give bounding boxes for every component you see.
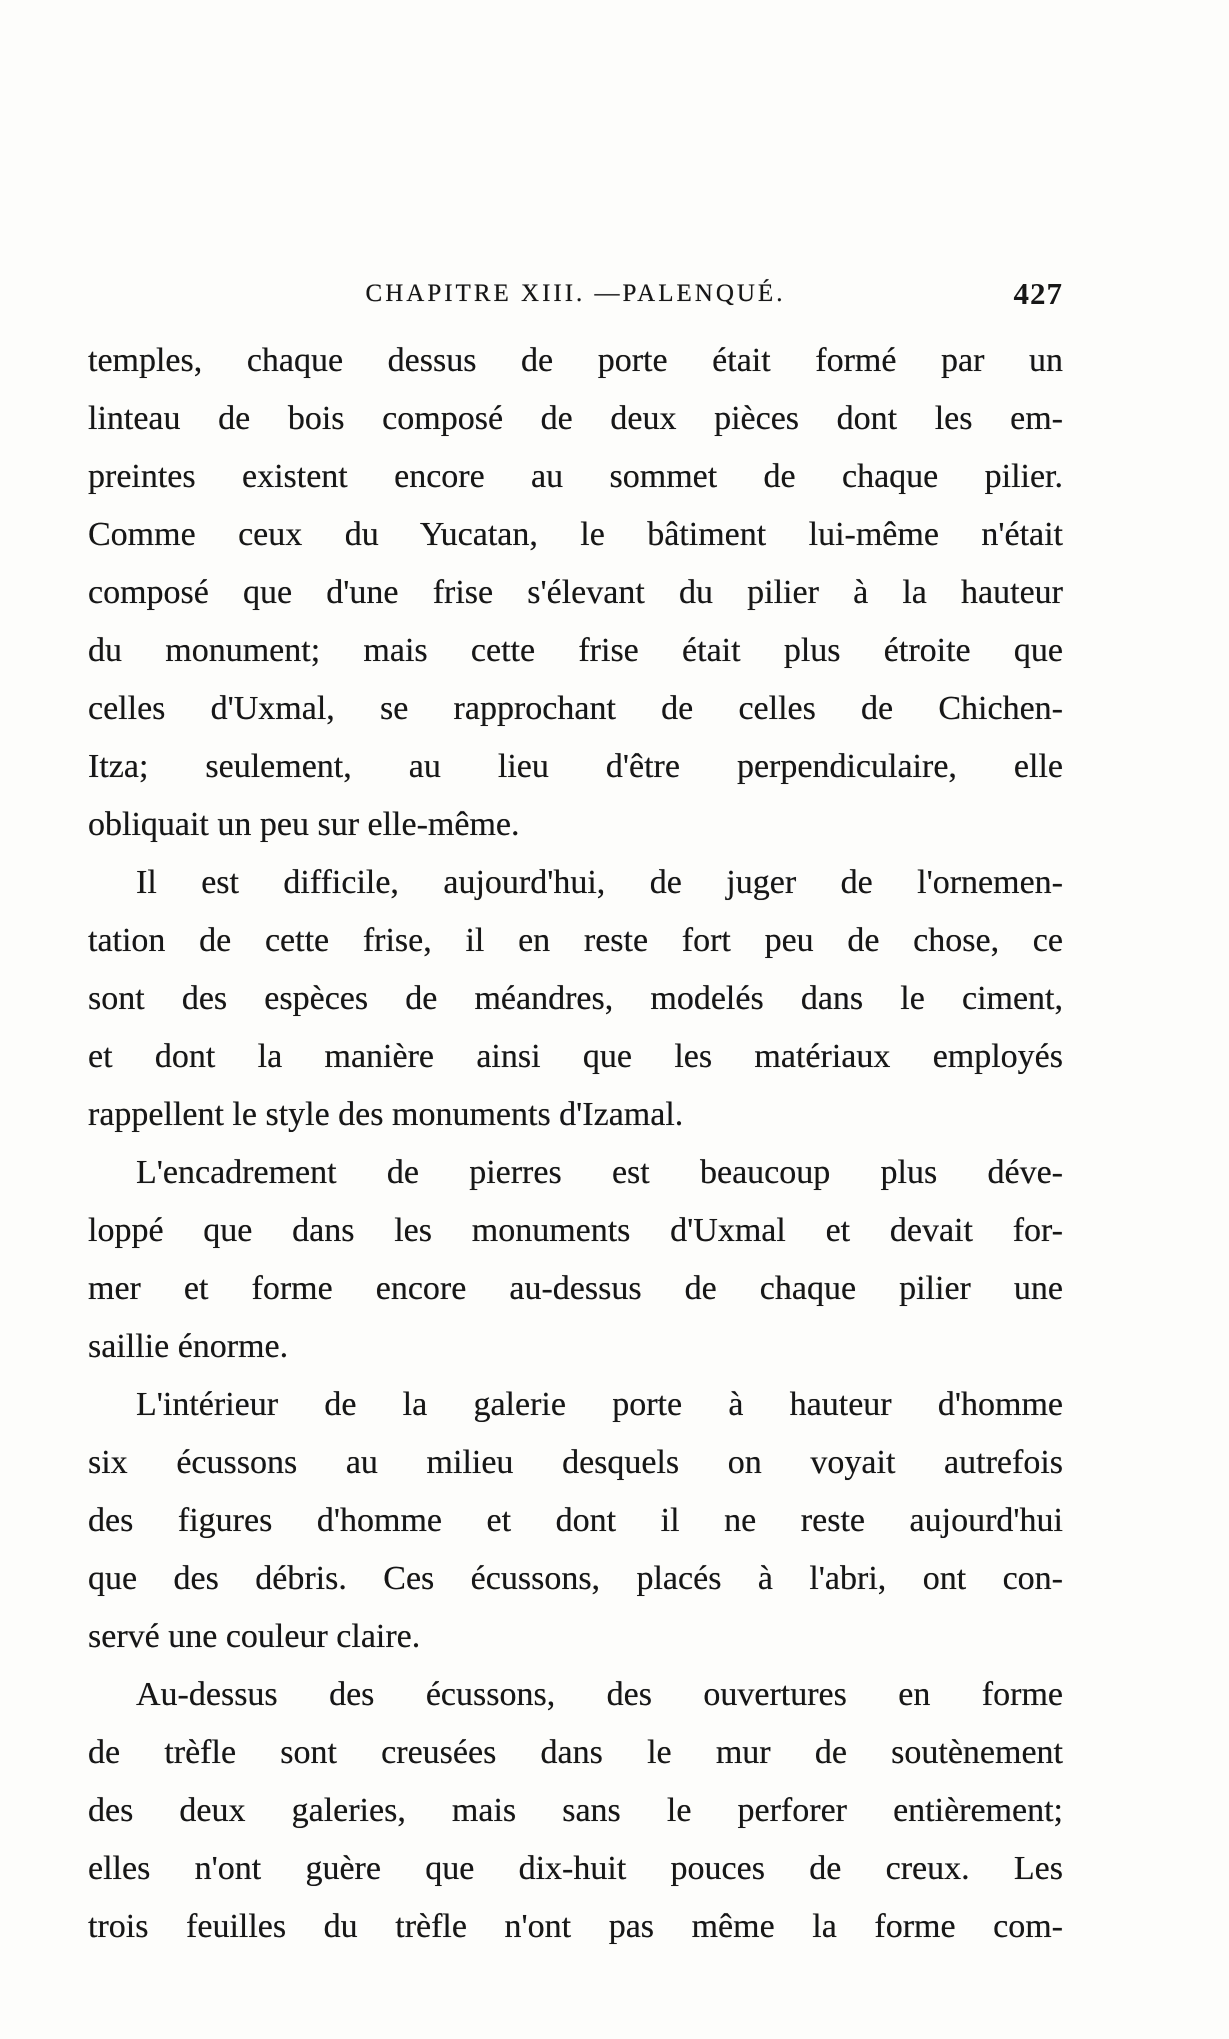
text-line: celles d'Uxmal, se rapprochant de celles de Chichen- [88,690,1063,727]
paragraph [88,1376,1063,1666]
text-line: Au-dessus des écussons, des ouvertures en forme [136,1676,1063,1713]
text-line: linteau de bois composé de deux pièces dont les em- [88,400,1063,437]
text-line: que des débris. Ces écussons, placés à l'abri, ont con- [88,1560,1063,1597]
paragraph [88,1666,1063,1956]
body-text [88,332,1063,1956]
page-content [88,0,1063,1956]
text-line: L'encadrement de pierres est beaucoup plus déve- [136,1154,1063,1191]
text-line: six écussons au milieu desquels on voyait autrefois [88,1444,1063,1481]
text-line: temples, chaque dessus de porte était formé par un [88,342,1063,379]
text-line: saillie énorme. [88,1328,289,1365]
text-line: preintes existent encore au sommet de chaque pilier. [88,458,1063,495]
text-line: tation de cette frise, il en reste fort peu de chose, ce [88,922,1063,959]
text-line: de trèfle sont creusées dans le mur de soutènement [88,1734,1063,1771]
paragraph [88,854,1063,1144]
text-line: Comme ceux du Yucatan, le bâtiment lui-même n'était [88,516,1063,553]
text-line: Itza; seulement, au lieu d'être perpendiculaire, elle [88,748,1063,785]
text-line: loppé que dans les monuments d'Uxmal et devait for- [88,1212,1063,1249]
text-line: servé une couleur claire. [88,1618,421,1655]
text-line: Il est difficile, aujourd'hui, de juger de l'ornemen- [136,864,1063,901]
page-header [88,276,1063,314]
text-line: des figures d'homme et dont il ne reste aujourd'hui [88,1502,1063,1539]
text-line: obliquait un peu sur elle-même. [88,806,520,843]
paragraph [88,332,1063,854]
running-title: CHAPITRE XIII. —PALENQUÉ. [365,280,786,307]
text-line: et dont la manière ainsi que les matériaux employés [88,1038,1063,1075]
text-line: du monument; mais cette frise était plus étroite que [88,632,1063,669]
text-line: elles n'ont guère que dix-huit pouces de creux. Les [88,1850,1063,1887]
text-line: rappellent le style des monuments d'Izamal. [88,1096,684,1133]
text-line: mer et forme encore au-dessus de chaque pilier une [88,1270,1063,1307]
text-line: sont des espèces de méandres, modelés dans le ciment, [88,980,1063,1017]
text-line: L'intérieur de la galerie porte à hauteur d'homme [136,1386,1063,1423]
page-number: 427 [1013,276,1063,311]
text-line: des deux galeries, mais sans le perforer entièrement; [88,1792,1063,1829]
paragraph [88,1144,1063,1376]
text-line: composé que d'une frise s'élevant du pilier à la hauteur [88,574,1063,611]
text-line: trois feuilles du trèfle n'ont pas même la forme com- [88,1908,1063,1945]
